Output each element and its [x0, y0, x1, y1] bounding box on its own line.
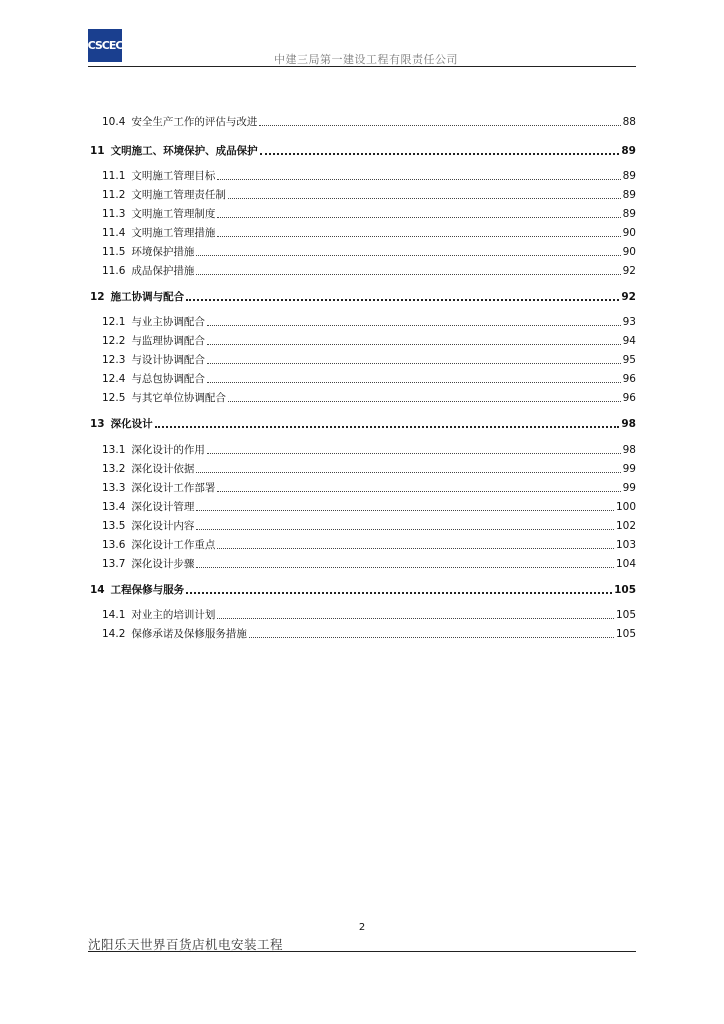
toc-entry-title: 深化设计工作部署 [131, 482, 216, 494]
toc-entry-title: 与监理协调配合 [131, 335, 205, 347]
toc-entry-number: 13.5 [102, 520, 126, 532]
toc-entry-page: 89 [622, 189, 636, 201]
toc-entry-number: 11.2 [102, 189, 126, 201]
toc-entry-number: 14.1 [102, 609, 126, 621]
toc-entry-number: 13.6 [102, 539, 126, 551]
toc-entry-title: 文明施工管理制度 [131, 208, 216, 220]
toc-entry-title: 深化设计步骤 [131, 558, 195, 570]
toc-entry-page: 92 [621, 291, 636, 303]
toc-entry-number: 13 [90, 418, 105, 430]
toc-entry-number: 13.4 [102, 501, 126, 513]
toc-dot-leader [217, 490, 620, 492]
toc-entry[interactable] [102, 606, 636, 622]
toc-entry-title: 深化设计的作用 [131, 444, 205, 456]
toc-entry-number: 12.5 [102, 392, 126, 404]
toc-dot-leader [249, 636, 614, 638]
toc-entry-title: 深化设计工作重点 [131, 539, 216, 551]
toc-dot-leader [207, 324, 621, 326]
toc-entry-page: 93 [622, 316, 636, 328]
footer-project-name: 沈阳乐天世界百货店机电安装工程 [88, 937, 284, 952]
toc-entry-title: 对业主的培训计划 [131, 609, 216, 621]
toc-entry-title: 文明施工管理措施 [131, 227, 216, 239]
page-number: 2 [358, 922, 366, 933]
toc-entry-title: 成品保护措施 [131, 265, 195, 277]
toc-entry[interactable] [102, 313, 636, 329]
toc-entry-title: 深化设计管理 [131, 501, 195, 513]
toc-entry-number: 14 [90, 584, 105, 596]
toc-entry-title: 深化设计依据 [131, 463, 195, 475]
toc-dot-leader [260, 152, 620, 155]
toc-entry-number: 13.7 [102, 558, 126, 570]
toc-entry[interactable] [102, 536, 636, 552]
toc-entry-page: 103 [615, 539, 636, 551]
toc-entry-number: 12.4 [102, 373, 126, 385]
toc-dot-leader [217, 216, 620, 218]
toc-entry-number: 11.3 [102, 208, 126, 220]
toc-entry-page: 89 [621, 145, 636, 157]
toc-dot-leader [207, 343, 621, 345]
toc-entry-page: 100 [615, 501, 636, 513]
toc-entry-number: 11 [90, 145, 105, 157]
toc-entry[interactable] [90, 142, 636, 158]
toc-entry-page: 89 [622, 208, 636, 220]
toc-dot-leader [155, 425, 620, 428]
toc-entry[interactable] [102, 351, 636, 367]
toc-entry[interactable] [102, 460, 636, 476]
toc-entry-title: 文明施工管理目标 [131, 170, 216, 182]
toc-dot-leader [196, 273, 620, 275]
toc-dot-leader [196, 566, 614, 568]
toc-entry-page: 105 [615, 628, 636, 640]
toc-entry[interactable] [90, 288, 636, 304]
header-company-name: 中建三局第一建设工程有限责任公司 [274, 53, 458, 66]
toc-dot-leader [217, 235, 620, 237]
toc-entry-page: 105 [615, 609, 636, 621]
toc-entry-number: 11.6 [102, 265, 126, 277]
toc-entry-page: 92 [622, 265, 636, 277]
toc-entry-page: 104 [615, 558, 636, 570]
toc-entry-number: 11.1 [102, 170, 126, 182]
toc-entry-page: 88 [622, 116, 636, 128]
toc-entry[interactable] [102, 224, 636, 240]
toc-entry-page: 96 [622, 392, 636, 404]
toc-entry-title: 工程保修与服务 [110, 584, 185, 596]
toc-entry[interactable] [102, 332, 636, 348]
toc-entry-title: 与设计协调配合 [131, 354, 205, 366]
toc-dot-leader [217, 617, 614, 619]
toc-entry[interactable] [102, 625, 636, 641]
toc-entry-title: 安全生产工作的评估与改进 [131, 116, 258, 128]
toc-entry-number: 12.3 [102, 354, 126, 366]
toc-entry-number: 12 [90, 291, 105, 303]
toc-entry[interactable] [102, 517, 636, 533]
toc-entry-page: 99 [622, 482, 636, 494]
toc-entry[interactable] [102, 389, 636, 405]
toc-entry-number: 13.1 [102, 444, 126, 456]
toc-entry-title: 深化设计内容 [131, 520, 195, 532]
logo: CSCEC [88, 29, 122, 62]
toc-entry[interactable] [102, 479, 636, 495]
toc-dot-leader [217, 547, 614, 549]
toc-entry-page: 98 [621, 418, 636, 430]
toc-entry[interactable] [102, 243, 636, 259]
toc-dot-leader [186, 591, 612, 594]
toc-dot-leader [259, 124, 620, 126]
toc-dot-leader [207, 381, 621, 383]
toc-entry[interactable] [102, 370, 636, 386]
toc-entry[interactable] [102, 498, 636, 514]
toc-entry-page: 94 [622, 335, 636, 347]
toc-dot-leader [196, 471, 620, 473]
toc-entry[interactable] [102, 186, 636, 202]
toc-entry-title: 与其它单位协调配合 [131, 392, 226, 404]
toc-dot-leader [196, 509, 614, 511]
toc-entry-title: 文明施工、环境保护、成品保护 [110, 145, 258, 157]
toc-dot-leader [207, 362, 621, 364]
toc-entry-number: 10.4 [102, 116, 126, 128]
toc-entry[interactable] [102, 205, 636, 221]
toc-entry-page: 90 [622, 246, 636, 258]
toc-entry-title: 保修承诺及保修服务措施 [131, 628, 247, 640]
toc-entry-number: 13.2 [102, 463, 126, 475]
toc-dot-leader [196, 254, 620, 256]
toc-entry[interactable] [102, 167, 636, 183]
footer-rule [88, 951, 636, 952]
toc-entry-title: 与业主协调配合 [131, 316, 205, 328]
toc-entry[interactable] [90, 415, 636, 431]
toc-entry-page: 105 [614, 584, 636, 596]
toc-entry-number: 12.2 [102, 335, 126, 347]
toc-dot-leader [217, 178, 620, 180]
toc-entry[interactable] [90, 581, 636, 597]
toc-entry[interactable] [102, 113, 636, 129]
toc-entry-page: 98 [622, 444, 636, 456]
toc-entry[interactable] [102, 555, 636, 571]
toc-entry-title: 文明施工管理责任制 [131, 189, 226, 201]
toc-entry-number: 12.1 [102, 316, 126, 328]
toc-entry-page: 90 [622, 227, 636, 239]
toc-entry-page: 95 [622, 354, 636, 366]
toc-entry-number: 13.3 [102, 482, 126, 494]
toc-entry-page: 99 [622, 463, 636, 475]
toc-entry-number: 11.5 [102, 246, 126, 258]
toc-dot-leader [196, 528, 614, 530]
toc-entry-number: 14.2 [102, 628, 126, 640]
toc-dot-leader [228, 400, 621, 402]
toc-entry-number: 11.4 [102, 227, 126, 239]
toc-dot-leader [207, 452, 621, 454]
toc-entry-page: 89 [622, 170, 636, 182]
toc-entry-title: 施工协调与配合 [110, 291, 185, 303]
toc-entry-page: 102 [615, 520, 636, 532]
toc-dot-leader [228, 197, 621, 199]
toc-entry[interactable] [102, 262, 636, 278]
toc-entry-title: 与总包协调配合 [131, 373, 205, 385]
toc-entry-page: 96 [622, 373, 636, 385]
toc-entry[interactable] [102, 441, 636, 457]
toc-entry-title: 深化设计 [110, 418, 153, 430]
toc-entry-title: 环境保护措施 [131, 246, 195, 258]
toc-dot-leader [186, 298, 619, 301]
